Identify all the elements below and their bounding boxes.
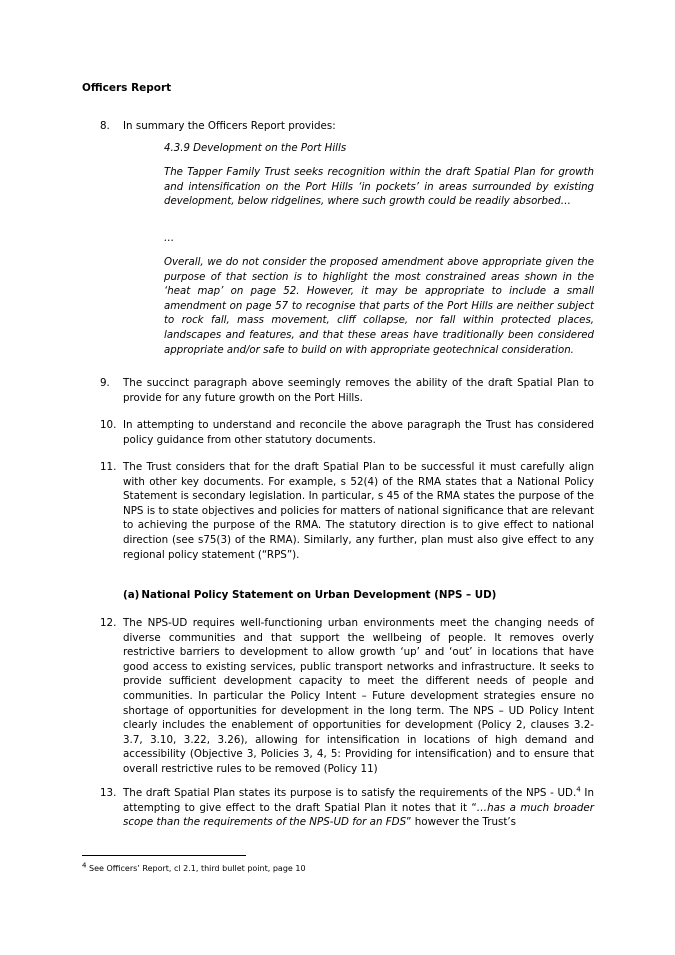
paragraph-13 (100, 786, 594, 830)
paragraph-number: 11. (100, 461, 117, 473)
paragraph-text: In summary the Officers Report provides: (123, 120, 336, 132)
paragraph-text: The succinct paragraph above seemingly removes the ability of the draft Spatial Plan to provide for any future growth on the Port Hills. (123, 377, 594, 404)
footnote-divider (82, 855, 246, 856)
quote-paragraph-2: Overall, we do not consider the proposed amendment above appropriate given the purpose of that section is to highlight the most constrained areas shown in the ‘heat map’ on page 52. However, it may be appropriate to include a small amendment on page 57 to recognise that parts of the Port Hills are neither subject to rock fall, mass movement, cliff collapse, nor fall within protected places, landscapes and features, and that these areas have traditionally been considered appropriate and/or safe to build on with appropriate geotechnical consideration. (164, 257, 594, 356)
paragraph-number: 12. (100, 617, 117, 629)
paragraph-number: 13. (100, 787, 117, 799)
text-segment: ” however the Trust’s (406, 816, 517, 829)
paragraph-text (123, 786, 594, 830)
footnote-reference[interactable]: 4 (576, 785, 581, 794)
quote-paragraph-1: The Tapper Family Trust seeks recognition within the draft Spatial Plan for growth and intensification on the Port Hills ‘in pockets’ in areas surrounded by existing development, below ridgelines, where such growth could be readily absorbed… (164, 167, 594, 208)
paragraph-text: In attempting to understand and reconcile the above paragraph the Trust has considered policy guidance from other statutory documents. (123, 419, 594, 446)
footnote-number: 4 (82, 861, 87, 870)
paragraph-text: The NPS-UD requires well-functioning urban environments meet the changing needs of diverse communities and that support the wellbeing of people. It removes overly restrictive barriers to development to allow growth ‘up’ and ‘out’ in locations that have good access to existing services, public transport networks and infrastructure. It seeks to provide sufficient development capacity to meet the different needs of people and communities. In particular the Policy Intent – Future development strategies ensure no shortage of opportunities for development in the long term. The NPS – UD Policy Intent clearly includes the enablement of opportunities for development (Policy 2, clauses 3.2- 3.7, 3.10, 3.22, 3.26), allowing for intensification in locations of high demand and accessibility (Objective 3, Policies 3, 4, 5: Providing for intensification) and to ensure that overall restrictive rules to be removed (Policy 11) (123, 617, 594, 775)
paragraph-text: The Trust considers that for the draft Spatial Plan to be successful it must carefully align with other key documents. For example, s 52(4) of the RMA states that a National Policy Statement is secondary legislation. In particular, s 45 of the RMA states the purpose of the NPS is to state objectives and policies for matters of national significance that are relevant to achieving the purpose of the RMA. The statutory direction is to give effect to national direction (see s75(3) of the RMA). Similarly, any further, plan must also give effect to any regional policy statement (“RPS”). (123, 461, 594, 561)
subsection-heading: (a) National Policy Statement on Urban Development (NPS – UD) (123, 589, 497, 601)
paragraph-9 (100, 376, 594, 405)
paragraph-8 (100, 119, 594, 134)
quote-ellipsis: … (164, 233, 175, 244)
section-heading: Officers Report (82, 82, 172, 94)
paragraph-number: 10. (100, 419, 117, 431)
footnote-text: See Officers’ Report, cl 2.1, third bullet point, page 10 (86, 864, 306, 873)
quote-title: 4.3.9 Development on the Port Hills (164, 143, 347, 154)
italic-quote: …has a much broader scope than the requirements of the NPS-UD for an FDS (123, 801, 595, 829)
paragraph-11 (100, 460, 594, 562)
text-segment: The draft Spatial Plan states its purpose is to satisfy the requirements of the NPS - UD. (123, 787, 577, 799)
paragraph-number: 9. (100, 377, 110, 389)
text-segment: In attempting to give effect to the draft Spatial Plan it notes that it “ (123, 787, 594, 814)
paragraph-12 (100, 616, 594, 777)
paragraph-10 (100, 418, 594, 447)
footnote (82, 861, 306, 873)
paragraph-number: 8. (100, 120, 110, 132)
